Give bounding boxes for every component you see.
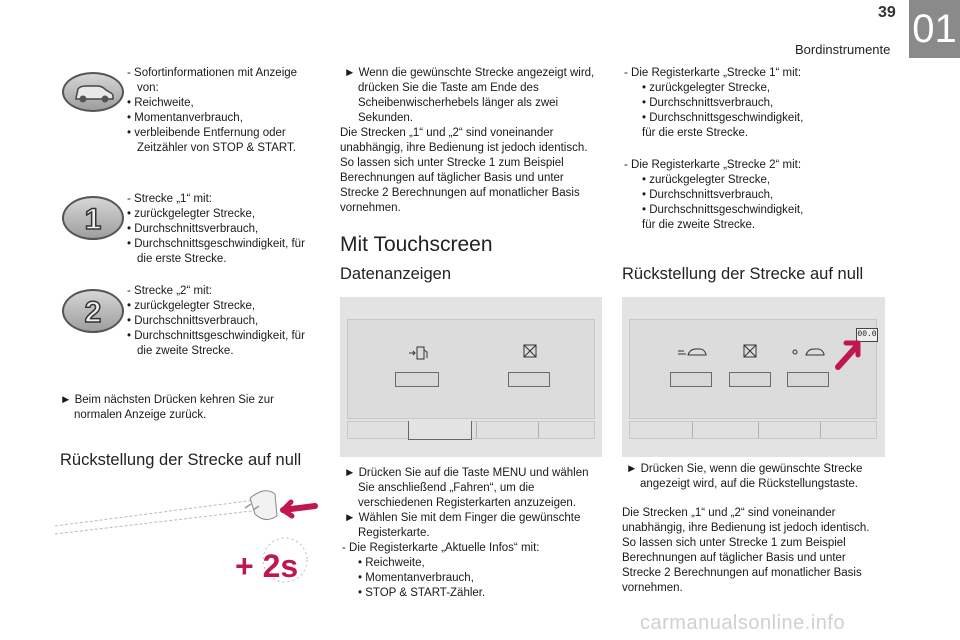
trip-1-icon (62, 196, 124, 240)
col2-steps: ► Drücken Sie auf die Taste MENU und wählen Sie anschließend „Fahren“, um die verschiedenen Registerkarten anzuzeigen. ► Wählen Sie mit dem Finger die gewünschte Registerkarte. - Die Registerkarte „Aktuelle Infos“ mit: • Reichweite, • Momentanverbrauch, • STOP & START-Zähler. (342, 467, 589, 599)
tab-bar[interactable] (629, 421, 877, 439)
tab-intro: Die Registerkarte „Aktuelle Infos“ mit: (349, 542, 540, 554)
value-box (729, 372, 771, 387)
intro-text: Sofortinformationen mit Anzeige von: (134, 67, 298, 94)
para-text: Die Strecken „1“ und „2“ sind voneinander unabhängig, ihre Bedienung ist jedoch identisch. (622, 507, 870, 534)
value-box (508, 372, 550, 387)
list-item: STOP & START-Zähler. (365, 587, 486, 599)
fuel-pump-icon (408, 344, 428, 362)
tab-outro: für die erste Strecke. (642, 127, 749, 139)
list-item: zurückgelegter Strecke, (649, 174, 771, 186)
value-box (395, 372, 439, 387)
intro-text: Strecke „2“ mit: (134, 285, 212, 297)
value-box (670, 372, 712, 387)
heading-reset-left: Rückstellung der Strecke auf null (60, 451, 302, 469)
page-number: 39 (878, 4, 896, 21)
list-item: Durchschnittsgeschwindigkeit, (649, 112, 804, 124)
step-text: Wählen Sie mit dem Finger die gewünschte Registerkarte. (358, 512, 581, 539)
para-text: So lassen sich unter Strecke 1 zum Beispiel Berechnungen auf täglicher Basis und unter Strecke 2 Berechnungen auf monatlicher Basis vornehmen. (622, 537, 862, 594)
heading-touchscreen: Mit Touchscreen (340, 233, 493, 256)
list-item: Reichweite, (365, 557, 425, 569)
stopwatch-icon (523, 344, 537, 358)
note-body: Beim nächsten Drücken kehren Sie zur normalen Anzeige zurück. (74, 394, 275, 421)
list-item: Durchschnittsgeschwindigkeit, (649, 204, 804, 216)
para-text: Wenn die gewünschte Strecke angezeigt wird, drücken Sie die Taste am Ende des Scheibenwischerhebels länger als zwei Sekunden. (358, 67, 595, 124)
tab-divider (538, 422, 539, 438)
watermark: carmanualsonline.info (640, 612, 846, 634)
list-item: Durchschnittsgeschwindigkeit, für die zweite Strecke. (134, 330, 305, 357)
trip-2-icon (62, 289, 124, 333)
trip-counter-reset-button[interactable]: 00.0 (856, 328, 878, 342)
info-block-2: - Strecke „1“ mit: • zurückgelegter Strecke, • Durchschnittsverbrauch, • Durchschnittsgeschwindigkeit, für die erste Strecke. (127, 193, 305, 265)
tab-intro: Die Registerkarte „Strecke 1“ mit: (631, 67, 802, 79)
car-icon (62, 72, 124, 112)
plus-2s-label: + 2s (235, 548, 299, 584)
list-item: Durchschnittsverbrauch, (134, 315, 259, 327)
screen-panel (347, 319, 595, 419)
active-tab-marker (408, 421, 472, 440)
step-text: Drücken Sie auf die Taste MENU und wählen Sie anschließend „Fahren“, um die verschiedenen Registerkarten anzuzeigen. (358, 467, 589, 509)
heading-data-display: Datenanzeigen (340, 265, 452, 283)
col2-intro: ► Wenn die gewünschte Strecke angezeigt wird, drücken Sie die Taste am Ende des Scheibenwischerhebels länger als zwei Sekunden. Die Strecken „1“ und „2“ sind voneinander unabhängig, ihre Bedienung ist jedoch identisch. So lassen sich unter Strecke 1 zum Beispiel Berechnungen auf täglicher Basis und unter Strecke 2 Berechnungen auf monatlicher Basis vornehmen. (340, 66, 605, 216)
note-text (60, 393, 304, 423)
list-item: Momentanverbrauch, (134, 112, 243, 124)
tab-outro: für die zweite Strecke. (642, 219, 756, 231)
svg-text:2: 2 (84, 296, 102, 329)
tab-divider (476, 422, 477, 438)
heading-reset-right: Rückstellung der Strecke auf null (622, 265, 864, 283)
touchscreen-reset-illustration (622, 297, 885, 457)
list-item: zurückgelegter Strecke, (649, 82, 771, 94)
list-item: zurückgelegter Strecke, (134, 300, 256, 312)
value-box (787, 372, 829, 387)
strecke-2-tab-desc: - Die Registerkarte „Strecke 2“ mit: • zurückgelegter Strecke, • Durchschnittsverbrauch, • Durchschnittsgeschwindigkeit, für die zweite Strecke. (622, 158, 892, 233)
list-item: Momentanverbrauch, (365, 572, 474, 584)
list-item: Durchschnittsverbrauch, (649, 189, 774, 201)
info-block-3: - Strecke „2“ mit: • zurückgelegter Strecke, • Durchschnittsverbrauch, • Durchschnittsgeschwindigkeit, für die zweite Strecke. (127, 285, 305, 357)
arrow-icon: ► (60, 394, 75, 406)
list-item: zurückgelegter Strecke, (134, 208, 256, 220)
intro-text: Strecke „1“ mit: (134, 193, 212, 205)
car-speed-icon (792, 346, 826, 358)
info-block-1: - Sofortinformationen mit Anzeige von: • Reichweite, • Momentanverbrauch, • verbleibende Entfernung oder Zeitzähler von STOP & START. (127, 67, 298, 154)
tab-divider (758, 422, 759, 438)
list-item: verbleibende Entfernung oder Zeitzähler von STOP & START. (134, 127, 296, 154)
col3-bottom: ► Drücken Sie, wenn die gewünschte Strecke angezeigt wird, auf die Rückstellungstaste. Die Strecken „1“ und „2“ sind voneinander unabhängig, ihre Bedienung ist jedoch identisch. So lassen sich unter Strecke 1 zum Beispiel Berechnungen auf täglicher Basis und unter Strecke 2 Berechnungen auf monatlicher Basis vornehmen. (622, 462, 887, 596)
stopwatch-icon (743, 344, 757, 358)
section-title: Bordinstrumente (795, 42, 891, 57)
chapter-tab: 01 (909, 0, 960, 58)
tab-intro: Die Registerkarte „Strecke 2“ mit: (631, 159, 802, 171)
para-text: So lassen sich unter Strecke 1 zum Beispiel Berechnungen auf täglicher Basis und unter Strecke 2 Berechnungen auf monatlicher Basis vornehmen. (340, 157, 580, 214)
list-item: Durchschnittsgeschwindigkeit, für die erste Strecke. (134, 238, 305, 265)
car-distance-icon (678, 346, 708, 358)
touchscreen-data-illustration (340, 297, 602, 457)
step-text: Drücken Sie, wenn die gewünschte Strecke angezeigt wird, auf die Rückstellungstaste. (640, 463, 863, 490)
para-text: Die Strecken „1“ und „2“ sind voneinander unabhängig, ihre Bedienung ist jedoch identisch. (340, 127, 588, 154)
list-item: Durchschnittsverbrauch, (649, 97, 774, 109)
list-item: Reichweite, (134, 97, 194, 109)
tab-divider (820, 422, 821, 438)
tab-divider (692, 422, 693, 438)
list-item: Durchschnittsverbrauch, (134, 223, 259, 235)
pointer-arrow-icon (834, 337, 864, 371)
strecke-1-tab-desc: - Die Registerkarte „Strecke 1“ mit: • zurückgelegter Strecke, • Durchschnittsverbrauch, • Durchschnittsgeschwindigkeit, für die erste Strecke. (622, 66, 892, 141)
svg-text:1: 1 (84, 203, 102, 236)
